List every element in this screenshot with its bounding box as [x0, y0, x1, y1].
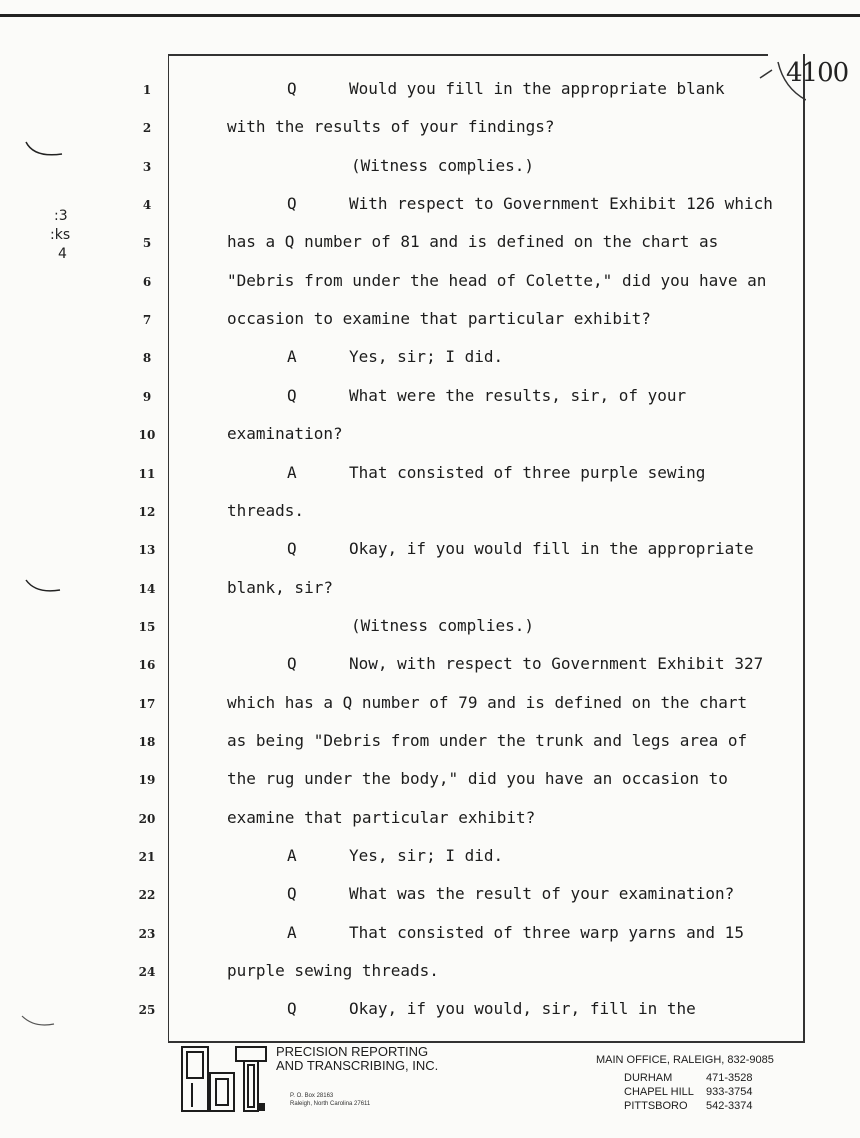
line-number: 20 — [138, 812, 156, 826]
margin-tick-icon — [24, 140, 66, 160]
margin-note: 4 — [58, 246, 67, 262]
speaker-label: Q — [287, 654, 297, 673]
speaker-label: Q — [287, 79, 297, 98]
company-name — [276, 1045, 438, 1073]
line-number: 13 — [138, 543, 156, 557]
transcript-line: occasion to examine that particular exhibit? — [227, 309, 651, 328]
margin-tick-icon — [20, 1012, 62, 1032]
transcript-line: What was the result of your examination? — [349, 884, 735, 903]
line-number: 18 — [138, 735, 156, 749]
office-city: PITTSBORO — [624, 1100, 688, 1112]
office-phone: 471-3528 — [706, 1072, 753, 1084]
speaker-label: Q — [287, 386, 297, 405]
transcript-line: as being "Debris from under the trunk and legs area of — [227, 731, 748, 750]
line-number: 11 — [138, 467, 156, 481]
line-number: 2 — [142, 121, 152, 135]
line-number: 4 — [142, 198, 152, 212]
transcript-line: That consisted of three warp yarns and 15 — [349, 923, 744, 942]
line-number: 5 — [142, 236, 152, 250]
office-city: DURHAM — [624, 1072, 673, 1084]
line-number: 22 — [138, 888, 156, 902]
transcript-line: purple sewing threads. — [227, 961, 439, 980]
transcript-line: With respect to Government Exhibit 126 which — [349, 194, 773, 213]
line-number: 21 — [138, 850, 156, 864]
transcript-line: has a Q number of 81 and is defined on the chart as — [227, 232, 719, 251]
line-number: 9 — [142, 390, 152, 404]
transcript-line: That consisted of three purple sewing — [349, 463, 706, 482]
page-number: 4100 — [786, 58, 849, 88]
transcript-line: (Witness complies.) — [351, 616, 535, 635]
transcript-line: Would you fill in the appropriate blank — [349, 79, 725, 98]
line-number: 8 — [142, 351, 152, 365]
po-box: P. O. Box 28163 — [290, 1093, 334, 1099]
line-number: 17 — [138, 697, 156, 711]
transcript-line: blank, sir? — [227, 578, 333, 597]
transcript-line: which has a Q number of 79 and is defined on the chart — [227, 693, 748, 712]
transcript-line: Yes, sir; I did. — [349, 846, 504, 865]
company-line-1: PRECISION REPORTING — [276, 1044, 429, 1059]
speaker-label: A — [287, 463, 297, 482]
transcript-line: examine that particular exhibit? — [227, 808, 536, 827]
line-number: 7 — [142, 313, 152, 327]
line-number: 1 — [142, 83, 152, 97]
margin-tick-icon — [24, 578, 66, 598]
transcript-line: (Witness complies.) — [351, 156, 535, 175]
speaker-label: Q — [287, 539, 297, 558]
margin-note: :3 — [54, 208, 68, 224]
line-number: 12 — [138, 505, 156, 519]
line-number: 15 — [138, 620, 156, 634]
line-number: 10 — [138, 428, 156, 442]
speaker-label: A — [287, 347, 297, 366]
transcript-line: Now, with respect to Government Exhibit 327 — [349, 654, 764, 673]
speaker-label: Q — [287, 194, 297, 213]
speaker-label: Q — [287, 884, 297, 903]
transcript-line: Okay, if you would fill in the appropriate — [349, 539, 754, 558]
transcript-line: examination? — [227, 424, 343, 443]
company-line-2: AND TRANSCRIBING, INC. — [276, 1058, 439, 1073]
speaker-label: Q — [287, 999, 297, 1018]
transcript-line: What were the results, sir, of your — [349, 386, 687, 405]
line-number: 19 — [138, 773, 156, 787]
line-number: 23 — [138, 927, 156, 941]
transcript-line: "Debris from under the head of Colette," did you have an — [227, 271, 767, 290]
line-number: 14 — [138, 582, 156, 596]
office-phone: 933-3754 — [706, 1086, 753, 1098]
pt-logo-icon — [178, 1043, 270, 1115]
margin-note: :ks — [50, 227, 71, 243]
transcript-line: Yes, sir; I did. — [349, 347, 504, 366]
speaker-label: A — [287, 846, 297, 865]
line-number: 25 — [138, 1003, 156, 1017]
office-phone: 542-3374 — [706, 1100, 753, 1112]
line-number: 24 — [138, 965, 156, 979]
po-city: Raleigh, North Carolina 27611 — [290, 1101, 371, 1107]
line-number: 16 — [138, 658, 156, 672]
top-rule — [0, 14, 860, 17]
line-number: 3 — [142, 160, 152, 174]
speaker-label: A — [287, 923, 297, 942]
transcript-line: the rug under the body," did you have an occasion to — [227, 769, 728, 788]
line-number: 6 — [142, 275, 152, 289]
transcript-line: with the results of your findings? — [227, 117, 555, 136]
transcript-line: Okay, if you would, sir, fill in the — [349, 999, 696, 1018]
main-office: MAIN OFFICE, RALEIGH, 832-9085 — [596, 1054, 774, 1066]
po-box-address — [290, 1092, 370, 1108]
transcript-line: threads. — [227, 501, 305, 520]
office-city: CHAPEL HILL — [624, 1086, 694, 1098]
